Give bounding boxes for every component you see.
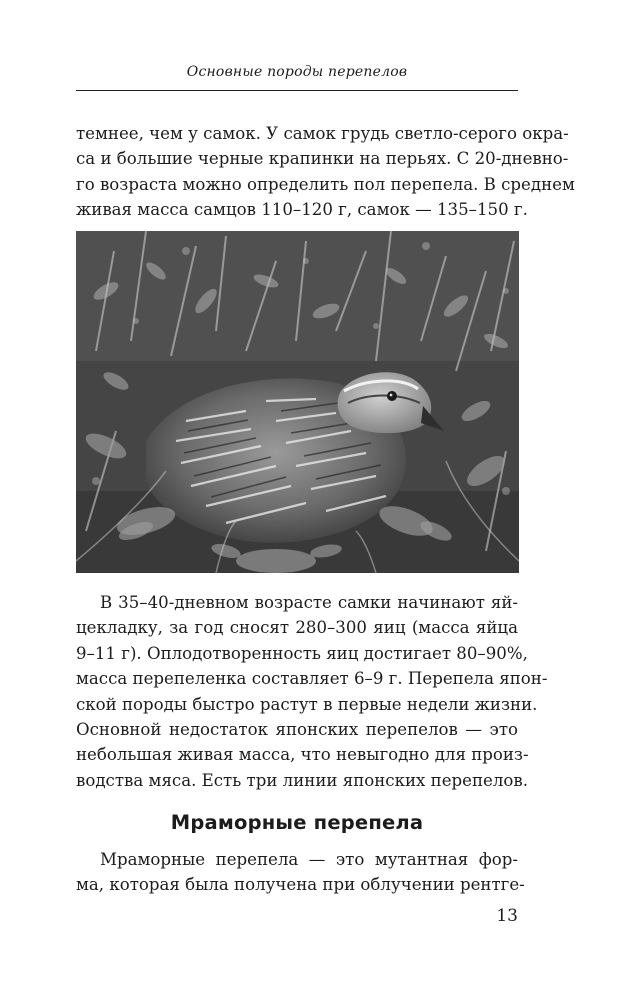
section-heading: Мраморные перепела <box>170 811 424 834</box>
text-line: са и большие черные крапинки на перьях. С 20-дневно- <box>76 149 569 169</box>
running-head: Основные породы перепелов <box>186 64 408 80</box>
quail-photo <box>76 231 519 573</box>
paragraph-marble-quail <box>76 847 525 898</box>
text-line: 9–11 г). Оплодотворенность яиц достигает 80–90%, <box>76 643 528 663</box>
text-line: ской породы быстро растут в первые недели жизни. <box>76 694 538 714</box>
header-rule <box>76 90 518 91</box>
text-line: живая масса самцов 110–120 г, самок — 135–150 г. <box>76 200 528 220</box>
text-line: Мраморные перепела — это мутантная фор- <box>100 850 518 869</box>
text-line: ма, которая была получена при облучении рентге- <box>76 875 525 895</box>
text-line: цекладку, за год сносят 280–300 яиц (масса яйца <box>76 618 518 638</box>
paragraph-intro <box>76 121 575 223</box>
text-line: темнее, чем у самок. У самок грудь светло-серого окра- <box>76 124 569 143</box>
text-line: го возраста можно определить пол перепела. В среднем <box>76 174 575 194</box>
paragraph-japanese-quail <box>76 590 548 793</box>
quail-photo-image <box>76 231 519 573</box>
text-line: Основной недостаток японских перепелов — это <box>76 720 518 740</box>
page-number: 13 <box>496 906 518 926</box>
text-line: небольшая живая масса, что невыгодно для произ- <box>76 745 529 765</box>
text-line: В 35–40-дневном возрасте самки начинают яй- <box>100 593 518 612</box>
text-line: водства мяса. Есть три линии японских перепелов. <box>76 770 529 790</box>
text-line: масса перепеленка составляет 6–9 г. Перепела япон- <box>76 669 548 689</box>
